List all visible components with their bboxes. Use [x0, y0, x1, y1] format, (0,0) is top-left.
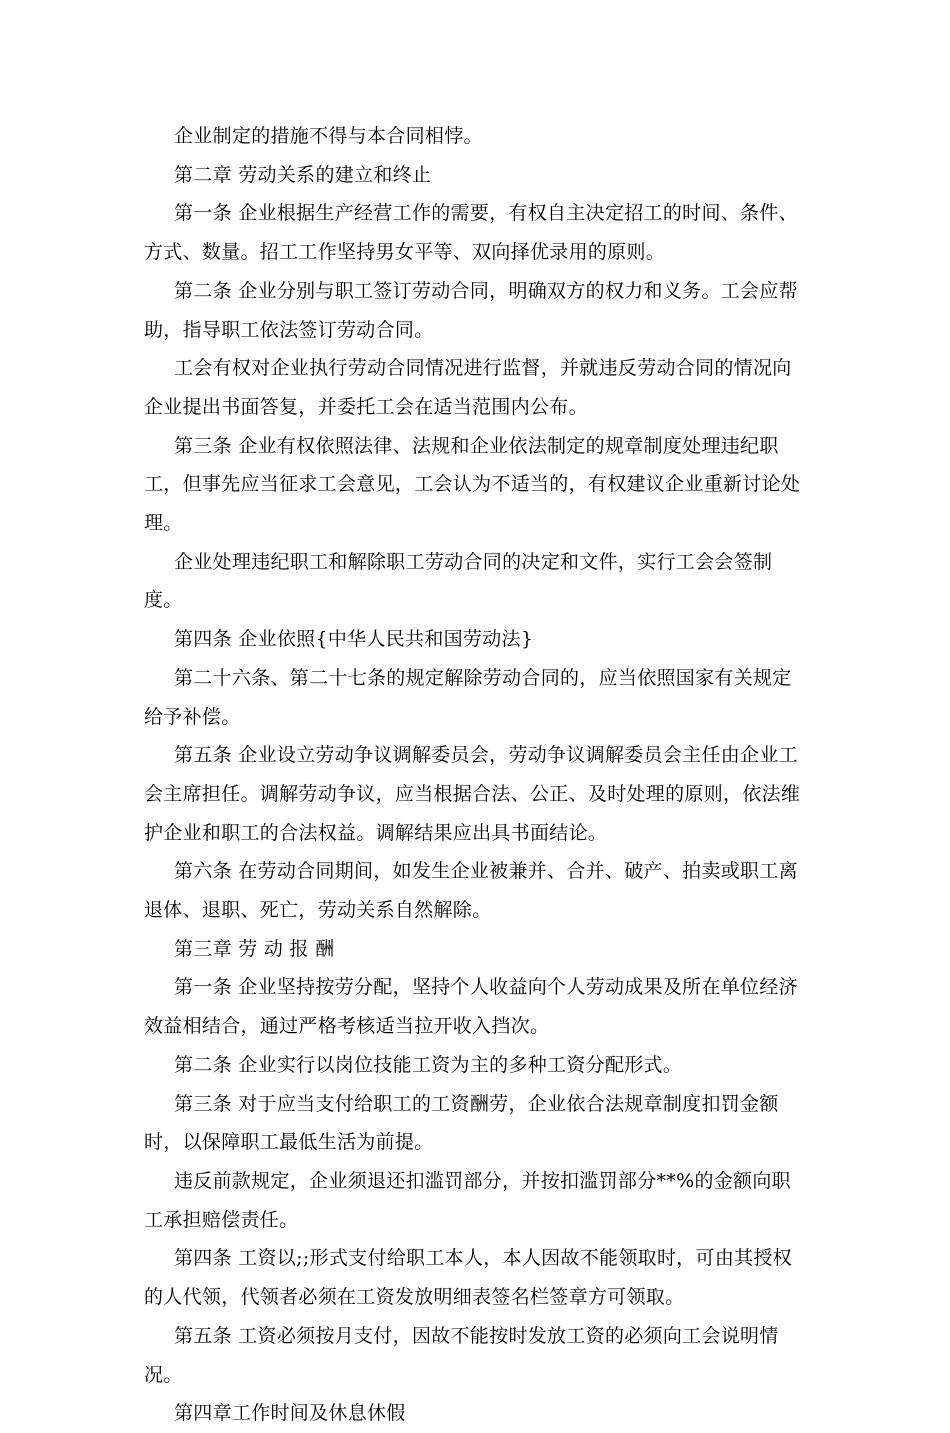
paragraph: 第一条 企业根据生产经营工作的需要，有权自主决定招工的时间、条件、方式、数量。招工工作坚持男女平等、双向择优录用的原则。: [144, 202, 798, 264]
paragraph: 第二条 企业分别与职工签订劳动合同，明确双方的权力和义务。工会应帮助，指导职工依法签订劳动合同。: [144, 279, 798, 341]
paragraph: 第五条 企业设立劳动争议调解委员会，劳动争议调解委员会主任由企业工会主席担任。调解劳动争议，应当根据合法、公正、及时处理的原则，依法维护企业和职工的合法权益。调解结果应出具书面结论。: [144, 744, 801, 844]
paragraph: 第三条 企业有权依照法律、法规和企业依法制定的规章制度处理违纪职工，但事先应当征求工会意见，工会认为不适当的，有权建议企业重新讨论处理。: [144, 434, 801, 535]
paragraph: 第三条 对于应当支付给职工的工资酬劳，企业依合法规章制度扣罚金额时，以保障职工最低生活为前提。: [144, 1092, 779, 1154]
paragraph: 第二十六条、第二十七条的规定解除劳动合同的，应当依照国家有关规定给予补偿。: [144, 666, 792, 728]
paragraph: 工会有权对企业执行劳动合同情况进行监督，并就违反劳动合同的情况向企业提出书面答复，并委托工会在适当范围内公布。: [144, 357, 792, 418]
chapter-heading: 第四章工作时间及休息休假: [174, 1402, 406, 1425]
document-body: [144, 117, 810, 1433]
paragraph: 第四条 企业依照{中华人民共和国劳动法}: [174, 628, 534, 651]
paragraph: 第五条 工资必须按月支付，因故不能按时发放工资的必须向工会说明情况。: [144, 1324, 779, 1386]
paragraph: 企业制定的措施不得与本合同相悖。: [174, 125, 483, 147]
paragraph: 第一条 企业坚持按劳分配，坚持个人收益向个人劳动成果及所在单位经济效益相结合，通过严格考核适当拉开收入挡次。: [144, 976, 798, 1038]
paragraph: 违反前款规定，企业须退还扣滥罚部分，并按扣滥罚部分**%的金额向职工承担赔偿责任。: [144, 1169, 791, 1231]
paragraph: 第二条 企业实行以岗位技能工资为主的多种工资分配形式。: [174, 1053, 683, 1076]
paragraph: 第六条 在劳动合同期间，如发生企业被兼并、合并、破产、拍卖或职工离退体、退职、死亡，劳动关系自然解除。: [144, 860, 798, 922]
chapter-heading: 第三章 劳 动 报 酬: [174, 937, 335, 960]
chapter-heading: 第二章 劳动关系的建立和终止: [174, 163, 432, 186]
paragraph: 企业处理违纪职工和解除职工劳动合同的决定和文件，实行工会会签制度。: [144, 550, 773, 612]
paragraph: 第四条 工资以;;形式支付给职工本人，本人因故不能领取时，可由其授权的人代领，代领者必须在工资发放明细表签名栏签章方可领取。: [144, 1247, 793, 1309]
